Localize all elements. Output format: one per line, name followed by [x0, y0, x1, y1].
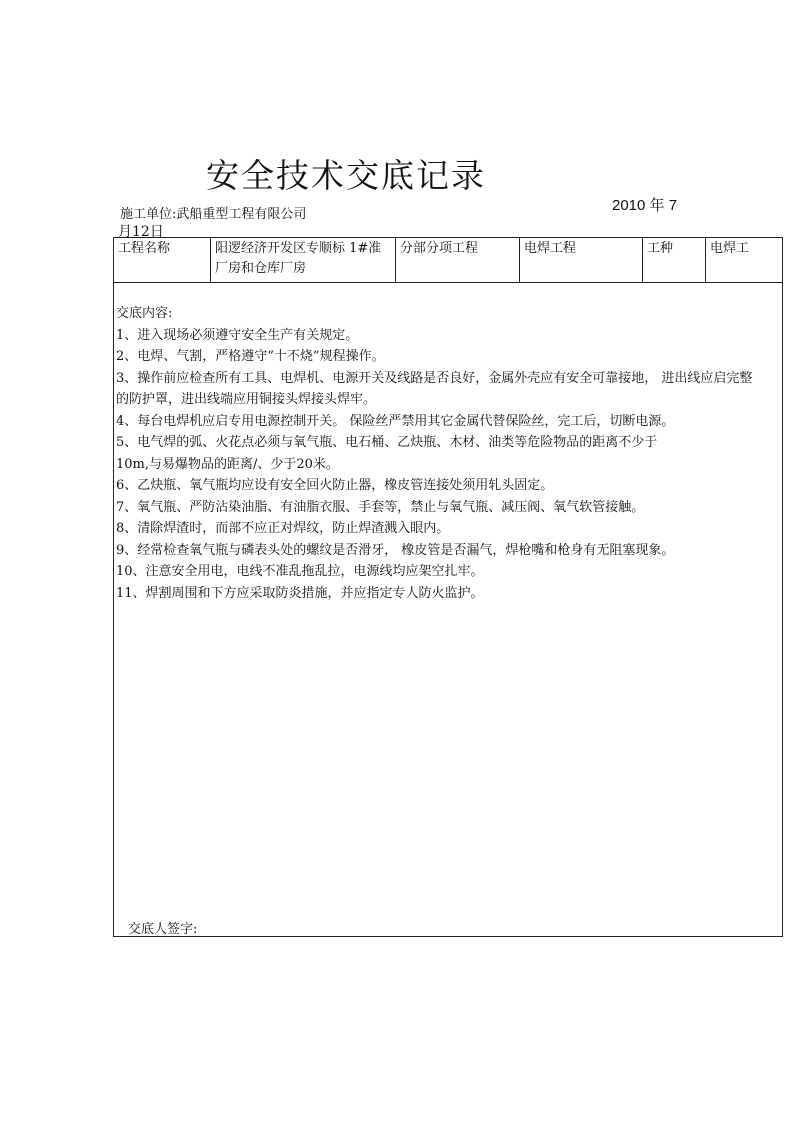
content-line: 2、电焊、气割，严格遵守“十不烧”规程操作。: [116, 349, 385, 364]
division-value-cell: [520, 238, 643, 282]
content-line: 5、电气焊的弧、火花点必须与氧气瓶、电石桶、乙炔瓶、木材、油类等危险物品的距离不少于: [116, 435, 658, 450]
trade-value: 电焊工: [710, 241, 750, 256]
project-name-label-cell: [114, 238, 211, 282]
signature-label: 交底人签字:: [128, 922, 198, 937]
content-line: 8、清除焊渣时，而部不应正对焊纹，防止焊渣溅入眼内。: [116, 521, 450, 536]
project-name-line1: 阳逻经济开发区专顺标 1#准: [215, 241, 382, 256]
project-name-label: 工程名称: [118, 241, 171, 256]
content-heading: 交底内容:: [116, 306, 173, 321]
content-line: 4、每台电焊机应启专用电源控制开关。 保险丝严禁用其它金属代替保险丝，完工后，切断电源。: [116, 413, 675, 429]
briefing-content: [114, 303, 784, 604]
content-line: 的防护罩，进出线端应用铜接头焊接头焊牢。: [116, 392, 377, 407]
trade-label: 工种: [647, 241, 674, 256]
construction-unit: 施工单位:武船重型工程有限公司: [120, 207, 307, 222]
record-table: [113, 237, 783, 937]
trade-value-cell: [706, 238, 782, 282]
project-name-value-cell: [211, 238, 396, 282]
content-line: 9、经常检查氧气瓶与磷表头处的螺纹是否滑牙， 橡皮管是否漏气，焊枪嘴和枪身有无阻塞现象。: [116, 542, 675, 558]
content-line: 3、操作前应检查所有工具、电焊机、电源开关及线路是否良好，金属外壳应有安全可靠接地， 进出线应启完整: [116, 370, 753, 386]
project-name-line2: 厂房和仓库厂房: [215, 261, 307, 276]
content-line: 10m,与易爆物品的距离/、少于20米。: [116, 456, 339, 472]
page-title: 安全技术交底记录: [206, 156, 486, 195]
content-line: 10、注意安全用电，电线不准乱拖乱拉，电源线均应架空扎牢。: [116, 564, 484, 579]
division-value: 电焊工程: [524, 241, 577, 256]
content-line: 1、进入现场必须遵守安全生产有关规定。: [116, 327, 359, 343]
header-row: [114, 238, 782, 283]
date-day: 月12日: [118, 224, 164, 240]
division-label: 分部分项工程: [400, 241, 479, 256]
date-year: 2010 年 7: [612, 197, 678, 214]
division-label-cell: [396, 238, 520, 282]
content-line: 6、乙炔瓶、氧气瓶均应设有安全回火防止器，橡皮管连接处须用轧头固定。: [116, 478, 554, 493]
trade-label-cell: [643, 238, 706, 282]
content-line: 7、氧气瓶、严防沾染油脂、有油脂衣服、手套等，禁止与氧气瓶、减压阀、氧气软管接触。: [116, 499, 645, 515]
content-line: 11、焊割周围和下方应采取防炎措施，并应指定专人防火监护。: [116, 585, 484, 601]
